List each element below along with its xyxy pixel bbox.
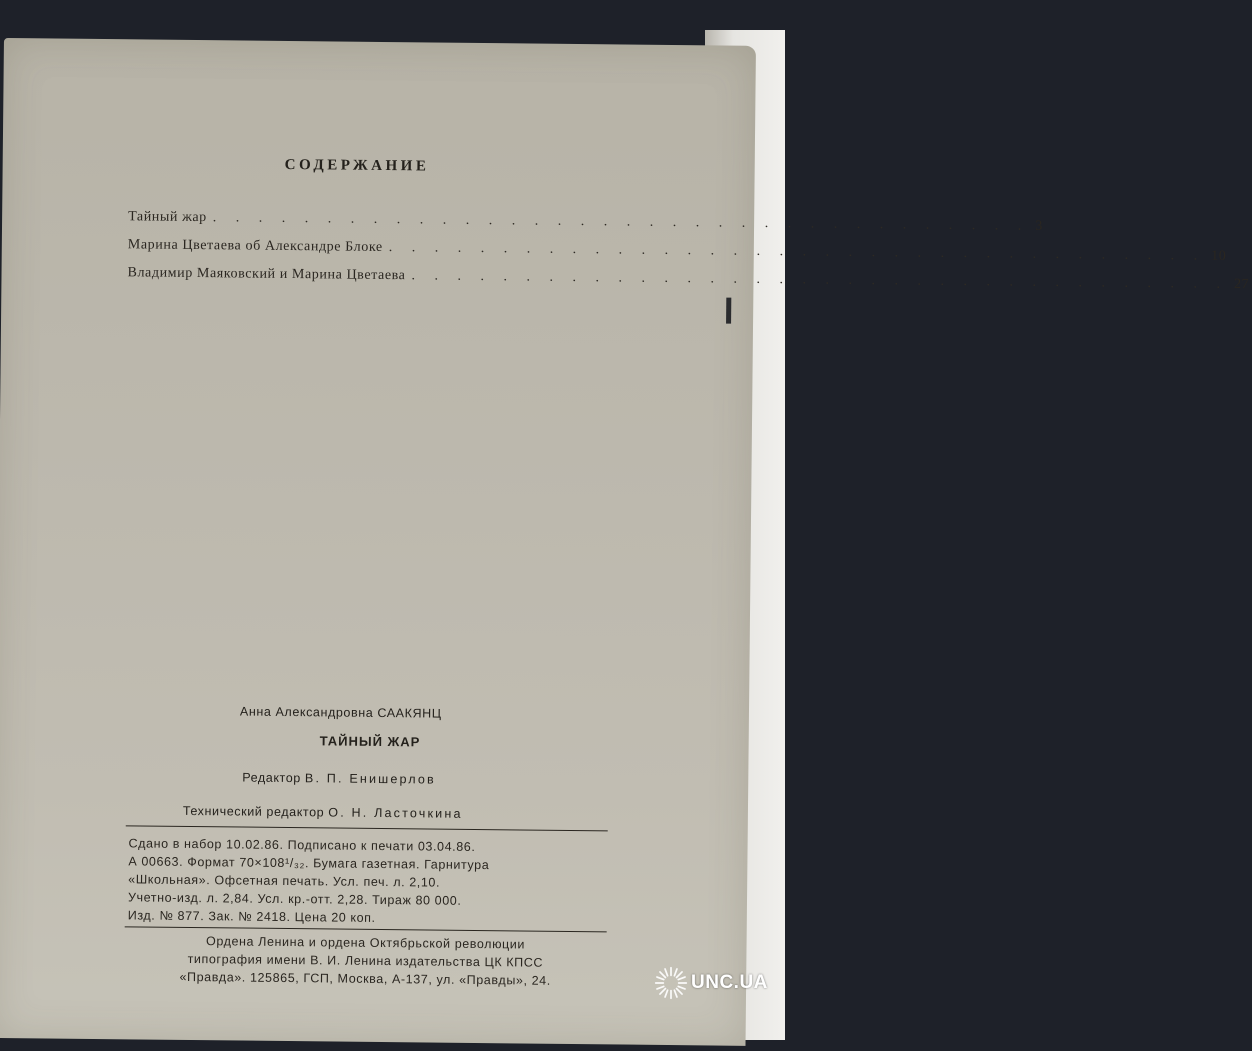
toc-entry	[127, 237, 1227, 264]
divider-rule	[126, 825, 608, 831]
toc-entry-title: Тайный жар	[128, 209, 207, 226]
toc-entry-title: Владимир Маяковский и Марина Цветаева	[127, 265, 406, 284]
imprint-line: А 00663. Формат 70×108¹/₃₂. Бумага газетная. Гарнитура	[128, 854, 490, 873]
imprint-line: «Школьная». Офсетная печать. Усл. печ. л. 2,10.	[128, 872, 441, 890]
toc-entry-page: 27	[1233, 276, 1250, 293]
tech-editor-name: О. Н. Ласточкина	[328, 805, 463, 821]
imprint-line: Учетно-изд. л. 2,84. Усл. кр.-отт. 2,28. Тираж 80 000.	[127, 890, 462, 908]
printer-line: типография имени В. И. Ленина издательства ЦК КПСС	[187, 951, 544, 970]
tech-editor-credit	[183, 804, 463, 821]
watermark-text: UNC.UA	[691, 972, 768, 993]
imprint-line: Изд. № 877. Зак. № 2418. Цена 20 коп.	[127, 908, 376, 925]
toc-entry-page: 10	[1211, 248, 1227, 264]
printer-line: «Правда». 125865, ГСП, Москва, А-137, ул. «Правды», 24.	[179, 969, 551, 988]
watermark	[654, 966, 768, 1000]
book-title: ТАЙНЫЙ ЖАР	[319, 733, 421, 750]
toc-entry	[128, 209, 1043, 236]
toc-heading: СОДЕРЖАНИЕ	[284, 156, 430, 175]
toc-entry-title: Марина Цветаева об Александре Блоке	[127, 237, 383, 255]
toc-leader-dots: . . . . . . . . . . . . . . . . . . . . . . . . . . . . . . . . . . . .	[411, 268, 1229, 292]
printer-line: Ордена Ленина и ордена Октябрьской революции	[205, 934, 526, 952]
toc-leader-dots: . . . . . . . . . . . . . . . . . . . . . . . . . . . . . . . . . . . .	[212, 210, 1030, 234]
page-edge-mark	[726, 298, 731, 324]
editor-name: В. П. Енишерлов	[304, 771, 436, 787]
imprint-line: Сдано в набор 10.02.86. Подписано к печати 03.04.86.	[128, 836, 476, 854]
book-page	[0, 38, 1250, 1046]
editor-credit	[242, 771, 436, 787]
tech-editor-label: Технический редактор	[182, 803, 325, 820]
imprint-block	[128, 834, 607, 929]
sunburst-logo-icon	[654, 966, 688, 1000]
author-name: Анна Александровна СААКЯНЦ	[239, 704, 442, 721]
toc-entry-page: 3	[1035, 218, 1043, 234]
editor-label: Редактор	[242, 770, 301, 786]
toc-leader-dots: . . . . . . . . . . . . . . . . . . . . . . . . . . . . . . . . . . . .	[388, 240, 1206, 264]
toc-entry	[127, 265, 1250, 293]
printer-block	[123, 931, 608, 990]
